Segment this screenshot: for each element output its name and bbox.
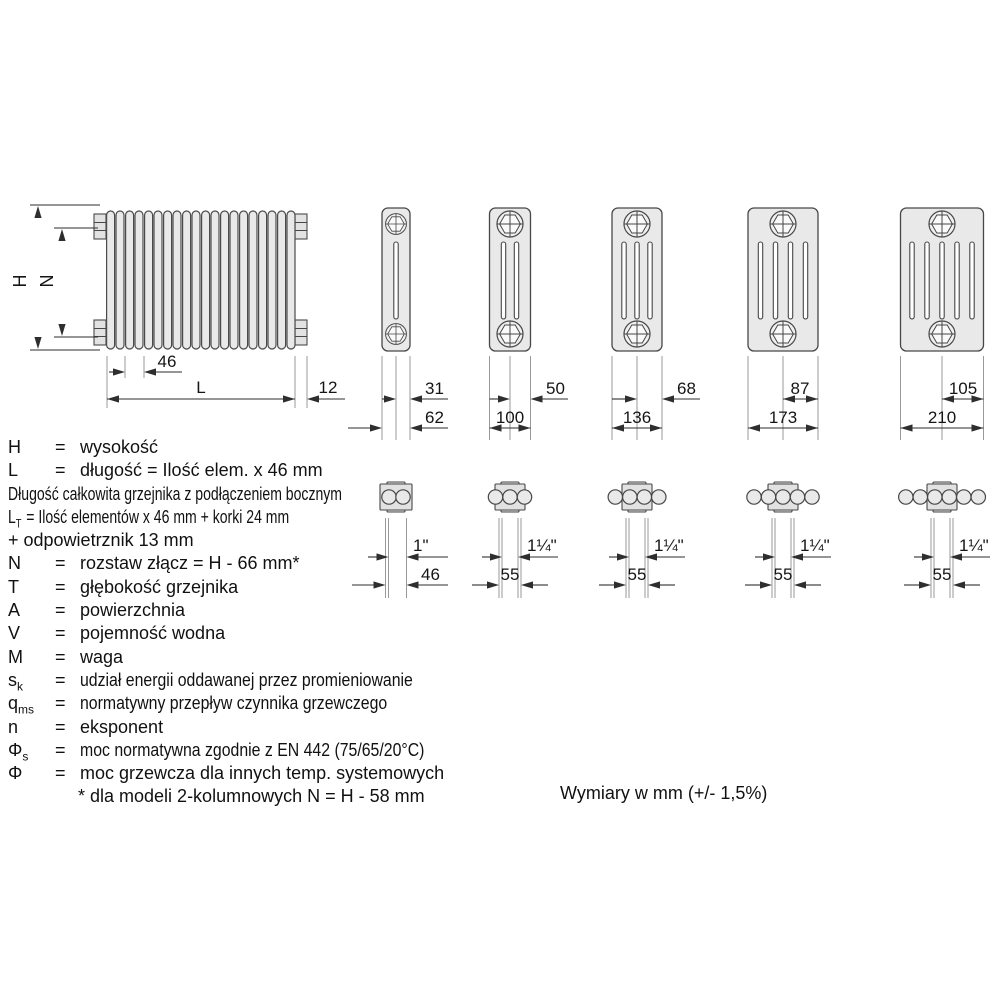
dim-label-68: 68 [677,379,696,398]
top-view-4-column [599,482,685,598]
dim-label-105: 105 [948,379,978,398]
legend-row-phi-s: $\Phi_s$ = moc normatywna zgodnie z EN 442 (75/65/20°C) [8,739,425,764]
legend-row-L: L = długość = Ilość elem. x 46 mm [8,460,323,481]
radiator-front-view [10,205,345,408]
dim-label-31: 31 [425,379,444,398]
legend-row-vent: + odpowietrznik 13 mm [8,530,194,551]
legend-row-total-length-title: Długość całkowita grzejnika z podłączeniem bocznym [8,483,342,504]
legend-row-N: N = rozstaw złącz = H - 66 mm* [8,553,300,574]
cross-section-5-column [748,208,818,440]
dimension-depth-100 [490,408,531,432]
dimensions-tolerance-note: Wymiary w mm (+/- 1,5%) [560,783,768,803]
legend-row-M: M = waga [8,646,124,667]
legend-row-phi: Φ = moc grzewcza dla innych temp. systemowych [8,763,445,784]
dimension-half-depth-31 [382,379,448,403]
legend-row-footnote: * dla modeli 2-kolumnowych N = H - 58 mm [78,786,425,807]
legend-row-A: A = powierzchnia [8,600,186,621]
top-view-5-column [745,482,831,598]
dimension-element-width-55 [599,565,675,589]
cross-section-6-column [901,208,984,440]
dim-label-62: 62 [425,408,444,427]
radiator-elements [107,211,295,349]
connection-collar [295,214,307,239]
dimension-connection-1-1-4in [609,536,685,561]
cross-section-2-column [348,208,448,440]
dim-label-136: 136 [622,408,652,427]
legend-row-qms: $q_{ms}$ = normatywny przepływ czynnika grzewczego [8,693,388,717]
cross-section-4-column [612,208,700,440]
legend-row-H: H = wysokość [8,437,159,457]
dim-label-173: 173 [768,408,798,427]
dimension-depth-62 [348,408,448,432]
dimension-connection-1-1-4in [914,536,990,561]
dimension-half-depth-105 [942,379,984,403]
dimension-depth-136 [612,408,662,432]
dim-label-N: N [37,274,57,288]
connection-collar [94,320,106,345]
dimension-half-depth-68 [612,379,700,403]
dim-label-H: H [10,274,30,288]
connection-collar [295,320,307,345]
connection-collar [94,214,106,239]
dimension-connection-1-1-4in [755,536,831,561]
dim-label-conn: 1¼" [654,536,684,555]
dim-label-46: 46 [421,565,440,584]
dim-label-conn: 1¼" [800,536,830,555]
dim-label-55: 55 [500,565,520,584]
dim-label-55: 55 [627,565,647,584]
dim-label-conn-1in: 1" [413,536,429,555]
dim-label-conn: 1¼" [527,536,557,555]
dim-label-L: L [196,378,206,397]
legend-row-n: n = eksponent [8,716,164,737]
legend-row-T: T = głębokość grzejnika [8,576,239,597]
dim-label-55: 55 [773,565,793,584]
legend [8,436,568,809]
dim-label-55: 55 [932,565,952,584]
dim-label-conn: 1¼" [959,536,989,555]
dimension-depth-210 [901,408,984,432]
dimension-joint-spacing-N [37,228,98,337]
dimension-half-depth-87 [783,379,818,403]
dim-label-210: 210 [927,408,957,427]
dim-label-100: 100 [495,408,525,427]
dimension-depth-173 [748,408,818,432]
legend-row-LT: $L_T$ = Ilość elementów x 46 mm + korki 24 mm [8,506,290,531]
dim-label-87: 87 [790,379,810,398]
dim-label-12: 12 [318,378,338,397]
legend-row-V: V = pojemność wodna [8,623,226,644]
dim-label-50: 50 [546,379,565,398]
dimension-element-width-55 [745,565,821,589]
dimension-half-depth-50 [490,379,569,403]
dim-label-pitch-46: 46 [157,352,177,371]
cross-section-3-column [490,208,569,440]
dimension-element-width-55 [904,565,980,589]
top-view-6-column [899,482,990,598]
dimension-length-L [107,356,295,408]
dimension-end-extension-12 [307,356,345,408]
legend-row-sk: $s_k$ = udział energii oddawanej przez promieniowanie [8,669,413,694]
